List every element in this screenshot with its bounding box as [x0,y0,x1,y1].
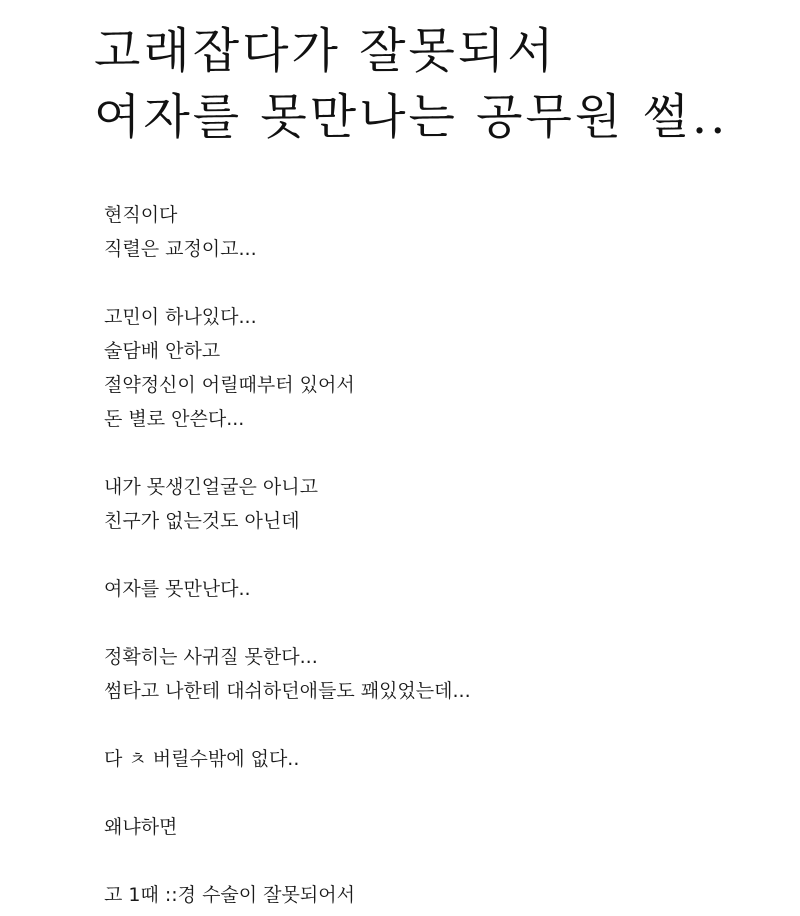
body-line: 여자를 못만난다.. [104,578,251,600]
body-line: 썸타고 나한테 대쉬하던애들도 꽤있었는데... [104,680,471,702]
paragraph-gap [104,266,764,300]
body-line: 현직이다 [104,204,178,226]
body-line: 고 1때 ::경 수술이 잘못되어서 [104,884,355,906]
body-line: 왜냐하면 [104,816,178,838]
title-line-2: 여자를 못만나는 공무원 썰.. [94,89,729,145]
paragraph-gap [104,776,764,810]
body-line: 정확히는 사귀질 못한다... [104,646,318,668]
article-title [94,18,784,150]
paragraph-gap [104,606,764,640]
body-line: 다 ㅊ 버릴수밖에 없다.. [104,748,300,770]
body-line: 내가 못생긴얼굴은 아니고 [104,476,318,498]
title-line-1: 고래잡다가 잘못되서 [94,23,557,79]
paragraph-gap [104,844,764,878]
paragraph-gap [104,538,764,572]
body-line: 고민이 하나있다... [104,306,257,328]
body-line: 술담배 안하고 [104,340,221,362]
body-line: 돈 별로 안쓴다... [104,408,245,430]
paragraph-gap [104,436,764,470]
article-body [104,198,764,912]
body-line: 친구가 없는것도 아닌데 [104,510,300,532]
paragraph-gap [104,708,764,742]
body-line: 절약정신이 어릴때부터 있어서 [104,374,355,396]
body-line: 직렬은 교정이고... [104,238,257,260]
